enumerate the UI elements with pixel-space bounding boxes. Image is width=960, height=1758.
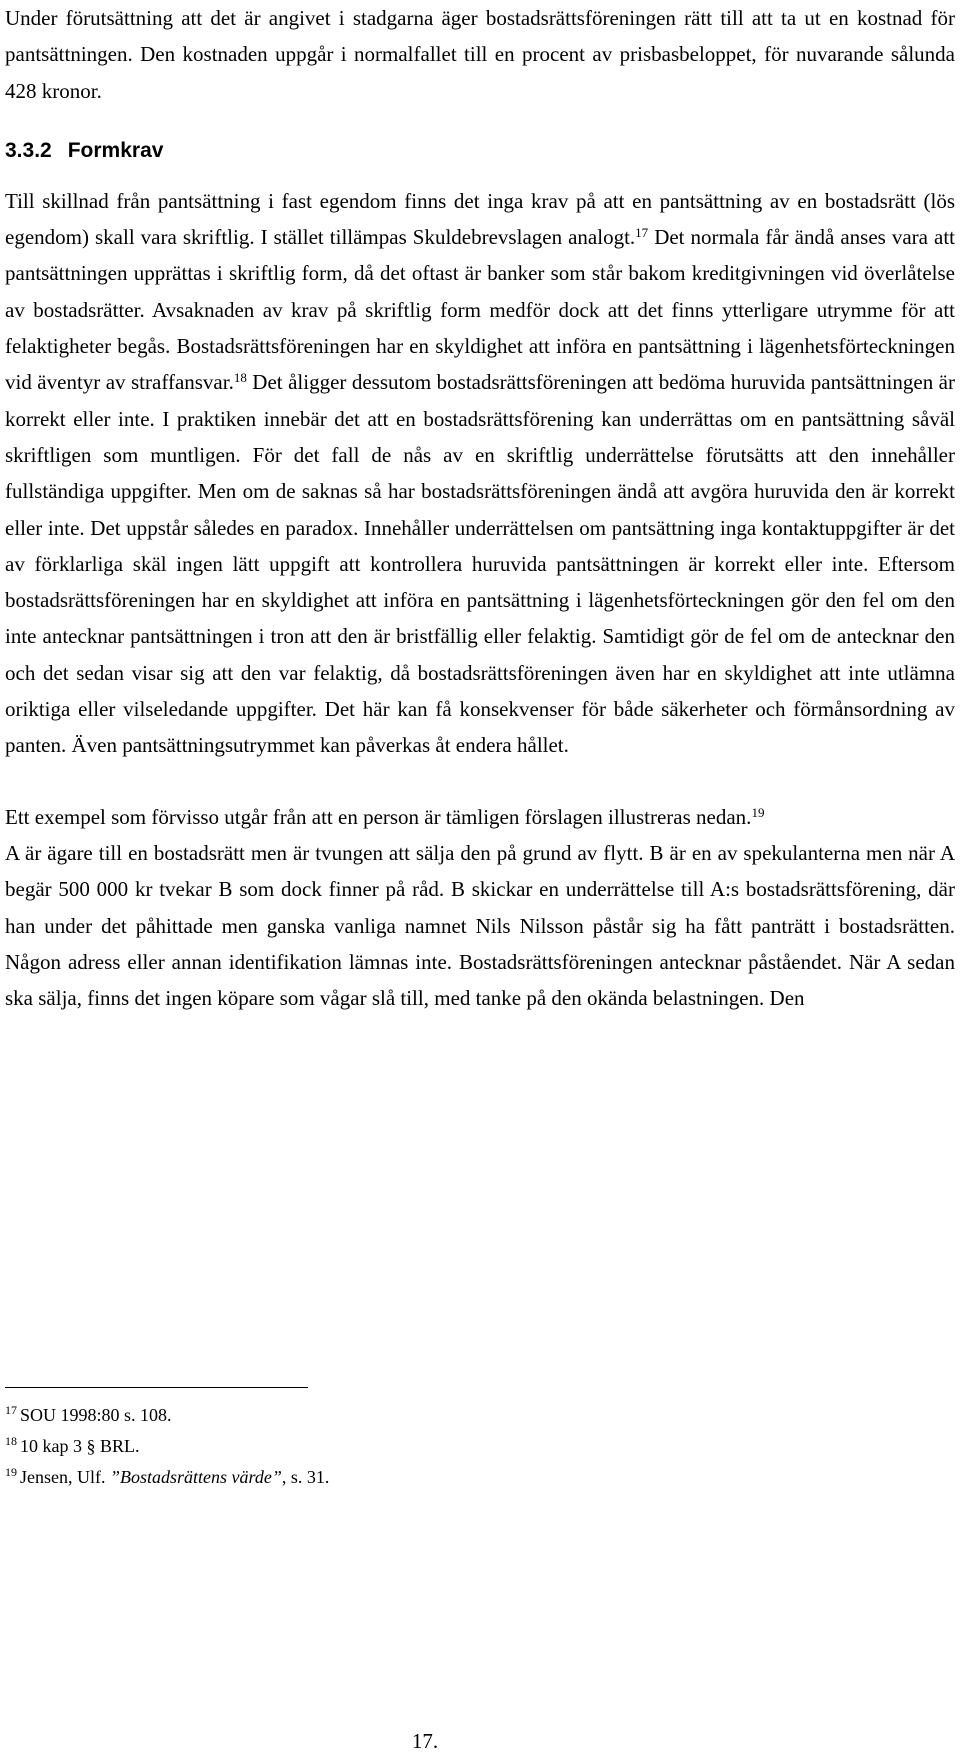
footnote-ref-17[interactable]: 17 [635,225,649,241]
paragraph-example-intro: Ett exempel som förvisso utgår från att en person är tämligen förslagen illustreras nedan.$^{19}$ [5,804,765,829]
footnote-19: $^{19}$ Jensen, Ulf. ”Bostadsrättens värde”, s. 31. [5,1464,330,1487]
paragraph-formkrav: Till skillnad från pantsättning i fast egendom finns det inga krav på att en pantsättning av en bostadsrätt (lös egendom) skall vara skriftlig. I stället tillämpas Skuldebrevslagen analogt.$^{17}$ Det normala får ändå anses vara att pantsättningen upprättas i skriftlig form, då det oftast är banker som står bakom kreditgivningen vid överlåtelse av bostadsrätter. Avsaknaden av krav på skriftlig form medför dock att det finns ytterligare utrymme för att felaktigheter begås. Bostadsrättsföreningen har en skyldighet att införa en pantsättning i lägenhetsförteckningen vid äventyr av straffansvar.$^{18}$ Det åligger dessutom bostadsrättsföreningen att bedöma huruvida pantsättningen är korrekt eller inte. I praktiken innebär det att en bostadsrättsförening kan underrättas om en pantsättning såväl skriftligen som muntligen. För det fall de nås av en skriftlig underrättelse förutsätts att den innehåller fullständiga uppgifter. Men om de saknas så har bostadsrättsföreningen ändå att avgöra huruvida den är korrekt eller inte. Det uppstår således en paradox. Innehåller underrättelsen om pantsättning inga kontaktuppgifter är det av förklarliga skäl ingen lätt uppgift att kontrollera huruvida pantsättningen är korrekt eller inte. Eftersom bostadsrättsföreningen har en skyldighet att införa en pantsättning i lägenhetsförteckningen gör den fel om den inte antecknar pantsättningen i tron att den är bristfällig eller felaktig. Samtidigt gör de fel om de antecknar den och det sedan visar sig att den var felaktig, då bostadsrättsföreningen även har en skyldighet att inte utlämna oriktiga eller vilseledande uppgifter. Det här kan få konsekvenser för både säkerheter och förmånsordning av panten. Även pantsättningsutrymmet kan påverkas åt endera hållet. [5,188,955,758]
footnote-ref-19[interactable]: 19 [751,804,765,820]
footnote-17: $^{17}$ SOU 1998:80 s. 108. [5,1402,172,1425]
footnote-ref-18[interactable]: 18 [233,370,247,386]
paragraph-intro: Under förutsättning att det är angivet i stadgarna äger bostadsrättsföreningen rätt till att ta ut en kostnad för pantsättningen. Den kostnaden uppgår i normalfallet till en procent av prisbasbeloppet, för nuvarande sålunda 428 kronor. [5,6,955,103]
footnote-separator [5,1387,308,1388]
section-title: Formkrav [67,138,164,162]
footnotes [5,1400,955,1493]
footnote-19-title: ”Bostadsrättens värde” [109,1467,282,1487]
section-heading [5,133,955,169]
footnote-18: $^{18}$ 10 kap 3 § BRL. [5,1433,140,1456]
section-number: 3.3.2 [5,138,52,162]
paragraph-example: A är ägare till en bostadsrätt men är tvungen att sälja den på grund av flytt. B är en av spekulanterna men när A begär 500 000 kr tvekar B som dock finner på råd. B skickar en underrättelse till A:s bostadsrättsförening, där han under det påhittade men ganska vanliga namnet Nils Nilsson påstår sig ha fått panträtt i bostadsrätten. Någon adress eller annan identifikation lämnas inte. Bostadsrättsföreningen antecknar påståendet. När A sedan ska sälja, finns det ingen köpare som vågar slå till, med tanke på den okända belastningen. Den [5,840,955,1011]
document-page [5,0,955,1016]
page-number: 17. [411,1729,439,1753]
